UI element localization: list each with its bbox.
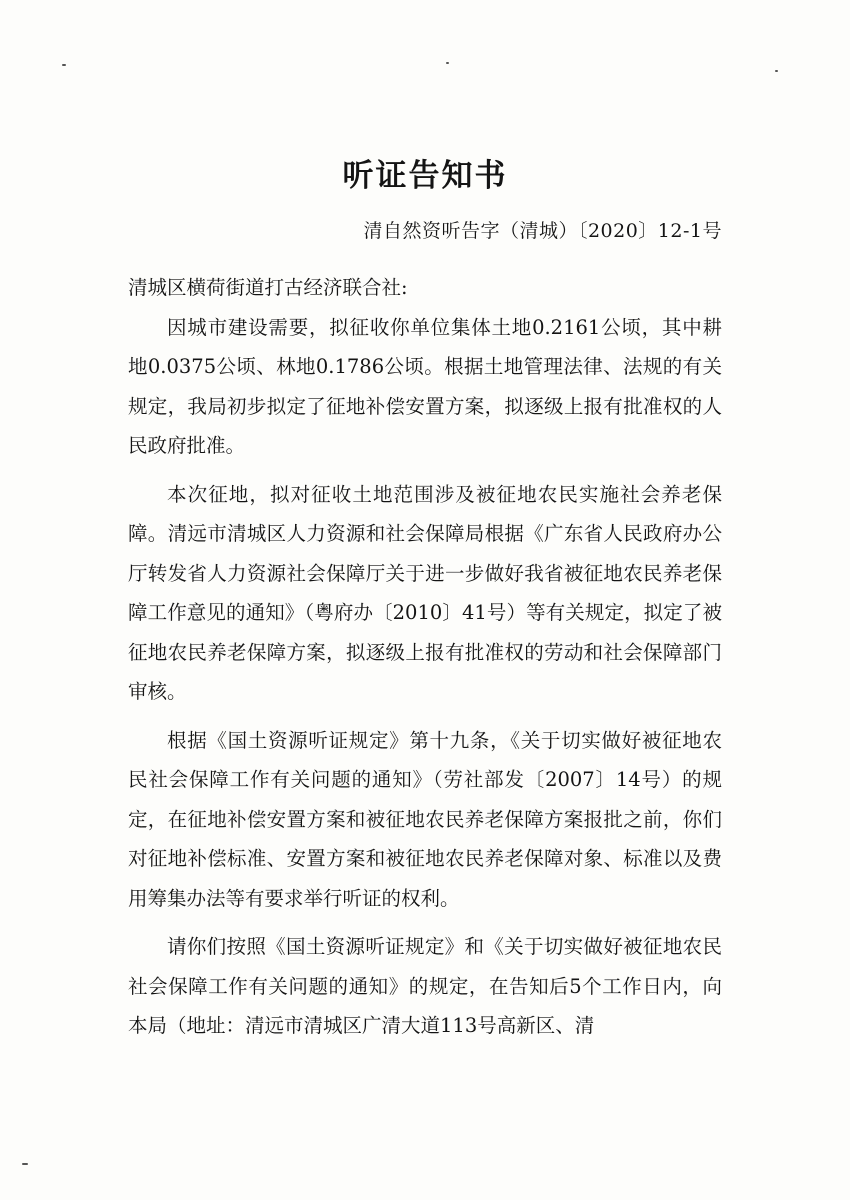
scan-speck <box>775 70 778 72</box>
document-title: 听证告知书 <box>342 158 508 194</box>
scan-speck <box>446 62 449 64</box>
salutation: 清城区横荷街道打古经济联合社: <box>128 276 408 299</box>
paragraph-3: 根据《国土资源听证规定》第十九条，《关于切实做好被征地农民社会保障工作有关问题的通知》（劳社部发〔2007〕14号）的规定，在征地补偿安置方案和被征地农民养老保障方案报批之前，你们对征地补偿标准、安置方案和被征地农民养老保障对象、标准以及费用筹集办法等有要求举行听证的权利。 <box>128 728 722 910</box>
paragraph-4: 请你们按照《国土资源听证规定》和《关于切实做好被征地农民社会保障工作有关问题的通知》的规定，在告知后5个工作日内，向本局（地址：清远市清城区广清大道113号高新区、清 <box>128 935 722 1037</box>
paragraph-2: 本次征地，拟对征收土地范围涉及被征地农民实施社会养老保障。清远市清城区人力资源和社会保障局根据《广东省人民政府办公厅转发省人力资源社会保障厅关于进一步做好我省被征地农民养老保障工作意见的通知》（粤府办〔2010〕41号）等有关规定，拟定了被征地农民养老保障方案，拟逐级上报有批准权的劳动和社会保障部门审核。 <box>128 482 722 703</box>
scan-speck <box>22 1163 28 1165</box>
document-number: 清自然资听告字（清城）〔2020〕12-1号 <box>363 220 722 242</box>
document-body <box>128 268 722 1055</box>
scan-speck <box>62 64 66 66</box>
paragraph-1: 因城市建设需要，拟征收你单位集体土地0.2161公顷，其中耕地0.0375公顷、林地0.1786公顷。根据土地管理法律、法规的有关规定，我局初步拟定了征地补偿安置方案，拟逐级上报有批准权的人民政府批准。 <box>128 315 722 457</box>
